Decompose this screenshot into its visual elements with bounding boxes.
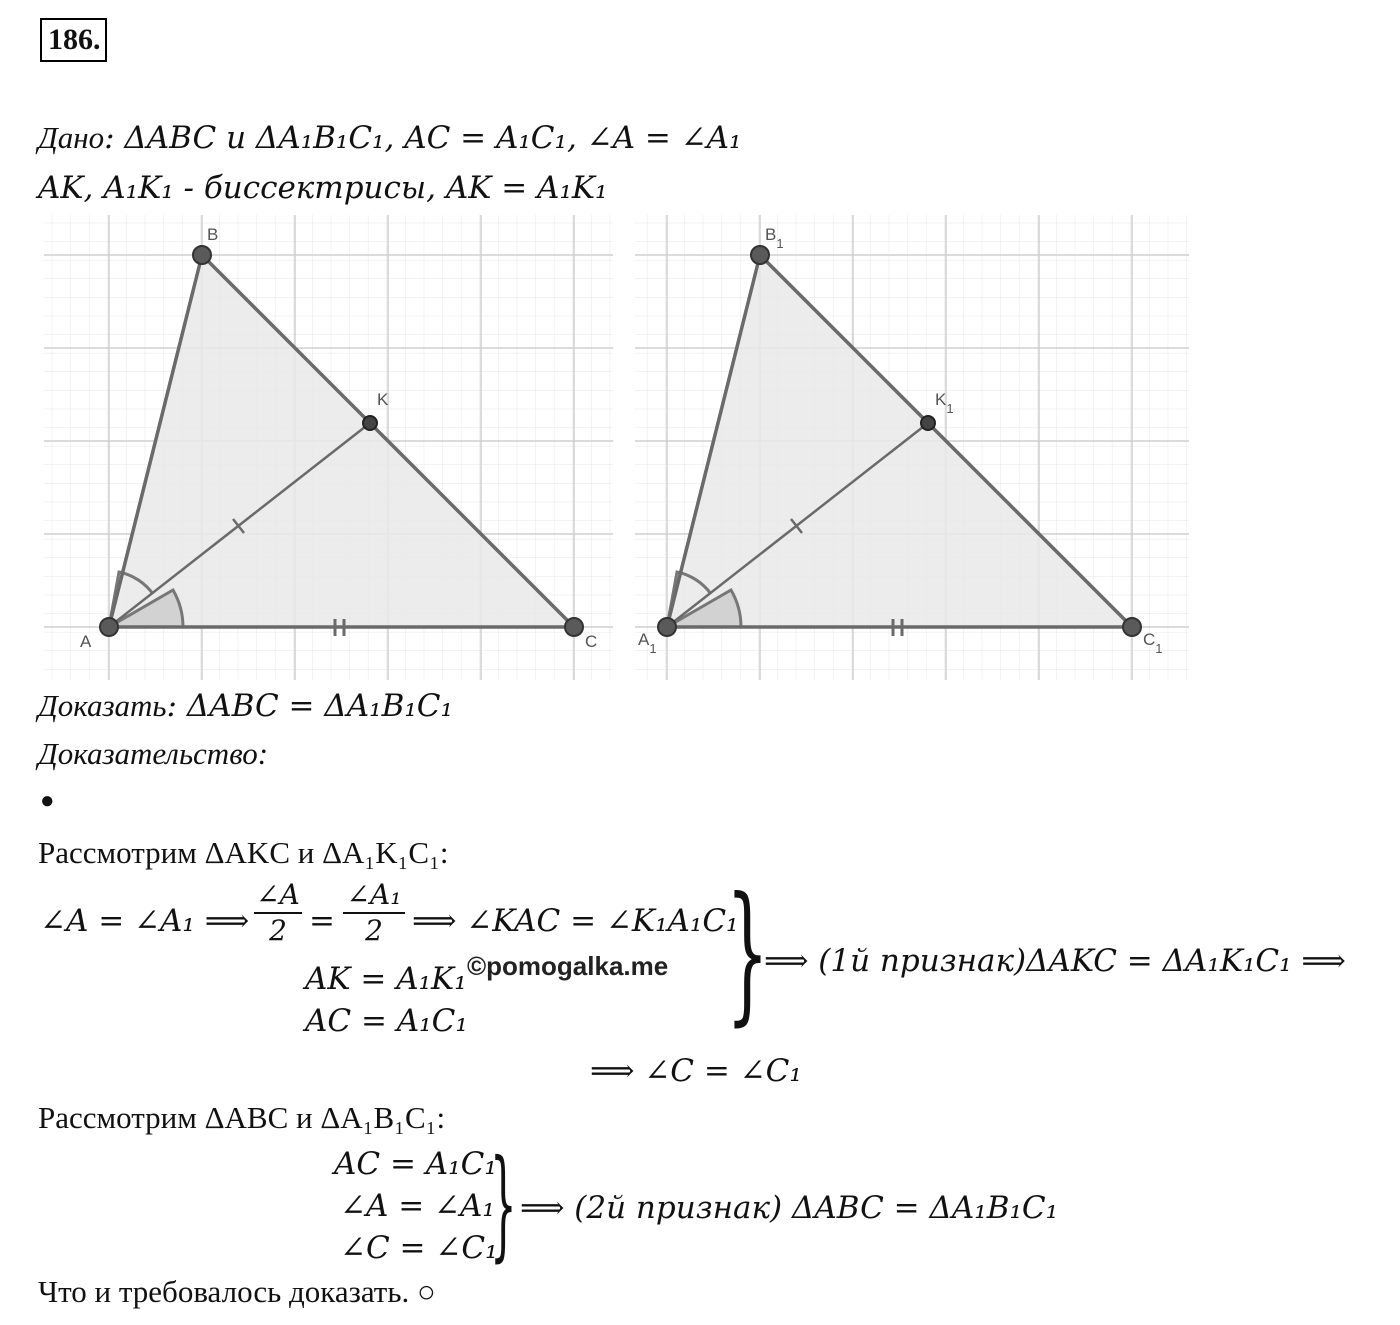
problem-number: 186. <box>40 18 107 62</box>
step2-eq2: ∠A = ∠A₁ <box>340 1188 495 1224</box>
label-a1: $A_1$ <box>638 630 657 656</box>
figure-gap <box>613 215 635 680</box>
label-b1: $B_1$ <box>765 225 784 251</box>
given-line-1 <box>38 120 742 156</box>
bullet: ● <box>40 788 55 814</box>
given-label: Дано <box>38 120 105 155</box>
step2-eq1: AC = A₁C₁ <box>334 1146 497 1182</box>
step1-intro: Рассмотрим ΔAKC и ΔA₁K₁C₁: <box>38 835 449 870</box>
step1-result: ⟹ ∠C = ∠C₁ <box>590 1053 802 1089</box>
given-text-1: : ΔABC и ΔA₁B₁C₁, AC = A₁C₁, ∠A = ∠A₁ <box>104 120 742 156</box>
label-k: K <box>377 390 389 409</box>
label-c1: $C_1$ <box>1143 630 1163 656</box>
label-b: B <box>207 225 219 244</box>
fraction-1 <box>254 878 302 948</box>
point-k1 <box>921 416 935 430</box>
step1-eq3: AC = A₁C₁ <box>305 1003 468 1039</box>
brace-1: } <box>726 866 769 1040</box>
step2-intro: Рассмотрим ΔABC и ΔA₁B₁C₁: <box>38 1100 446 1135</box>
given-line-2: AK, A₁K₁ - биссектрисы, AK = A₁K₁ <box>38 170 608 206</box>
point-b1 <box>751 246 769 264</box>
step1-eq2: AK = A₁K₁ <box>305 961 467 997</box>
label-a: A <box>80 632 92 651</box>
point-k <box>363 416 377 430</box>
label-c: C <box>585 632 598 651</box>
step1-eq1-left: ∠A = ∠A₁ ⟹ <box>40 903 250 939</box>
point-c <box>565 618 583 636</box>
prove-label: Доказать <box>38 688 167 723</box>
fraction-2-num: ∠A₁ <box>346 878 402 911</box>
step2-eq3: ∠C = ∠C₁ <box>340 1230 498 1266</box>
point-c1 <box>1123 618 1141 636</box>
prove-line <box>38 688 453 724</box>
step2-conclusion: ⟹ (2й признак) ΔABC = ΔA₁B₁C₁ <box>520 1190 1059 1226</box>
fraction-eq: = <box>309 903 335 939</box>
watermark: ©pomogalka.me <box>467 951 669 981</box>
point-a1 <box>658 618 676 636</box>
prove-statement: : ΔABC = ΔA₁B₁C₁ <box>166 688 453 724</box>
step1-conclusion: ⟹ (1й признак)ΔAKC = ΔA₁K₁C₁ ⟹ <box>764 943 1346 979</box>
fraction-2-den: 2 <box>343 912 405 948</box>
point-b <box>193 246 211 264</box>
brace-2: } <box>490 1135 517 1274</box>
fraction-1-den: 2 <box>254 912 302 948</box>
proof-label: Доказательство: <box>38 736 269 771</box>
fraction-2 <box>343 878 405 948</box>
label-k1: $K_1$ <box>935 390 954 416</box>
geometry-figure <box>0 210 1400 685</box>
qed-line: Что и требовалось доказать. ○ <box>38 1274 436 1309</box>
step1-eq1-right: ⟹ ∠KAC = ∠K₁A₁C₁ <box>412 903 739 939</box>
fraction-1-num: ∠A <box>256 878 300 911</box>
point-a <box>100 618 118 636</box>
